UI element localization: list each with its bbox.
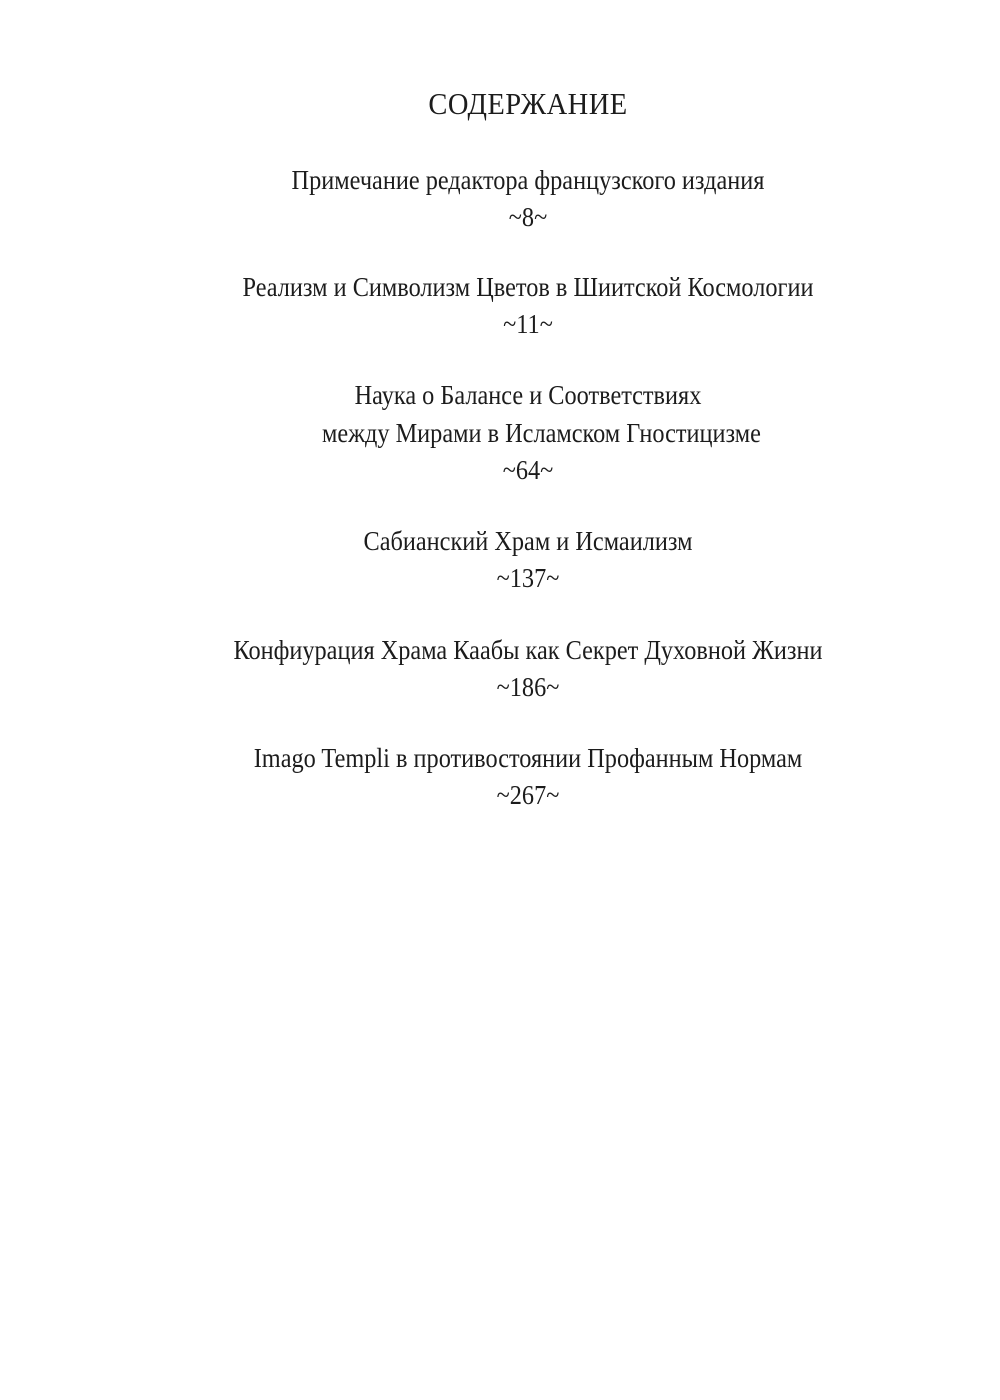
toc-entry[interactable] [0,522,1000,596]
page-title: СОДЕРЖАНИЕ [428,86,628,121]
toc-entry-title: Примечание редактора французского издания [291,165,765,195]
toc-entry-page-number: ~186~ [496,672,560,702]
toc-entry-title-continuation: между Мирами в Исламском Гностицизме [322,418,761,448]
toc-entry-title: Сабианский Храм и Исмаилизм [363,526,693,556]
toc-entry-page-number: ~64~ [502,455,554,485]
toc-entry-title: Конфиурация Храма Каабы как Секрет Духовной Жизни [233,635,823,665]
toc-entry-page-number: ~11~ [503,309,553,339]
toc-entry-page-number: ~8~ [508,202,548,232]
toc-entry[interactable] [0,631,1000,705]
toc-entry-page-number: ~267~ [496,780,560,810]
toc-entry[interactable] [0,739,1000,813]
toc-entry[interactable] [0,268,1000,342]
toc-entry-title: Реализм и Символизм Цветов в Шиитской Космологии [242,272,814,302]
toc-entry-title: Наука о Балансе и Соответствиях [354,380,702,410]
toc-entry[interactable] [0,161,1000,235]
toc-entry-page-number: ~137~ [496,563,560,593]
toc-entry[interactable] [0,376,1000,488]
toc-entry-title: Imago Templi в противостоянии Профанным Нормам [253,743,803,773]
